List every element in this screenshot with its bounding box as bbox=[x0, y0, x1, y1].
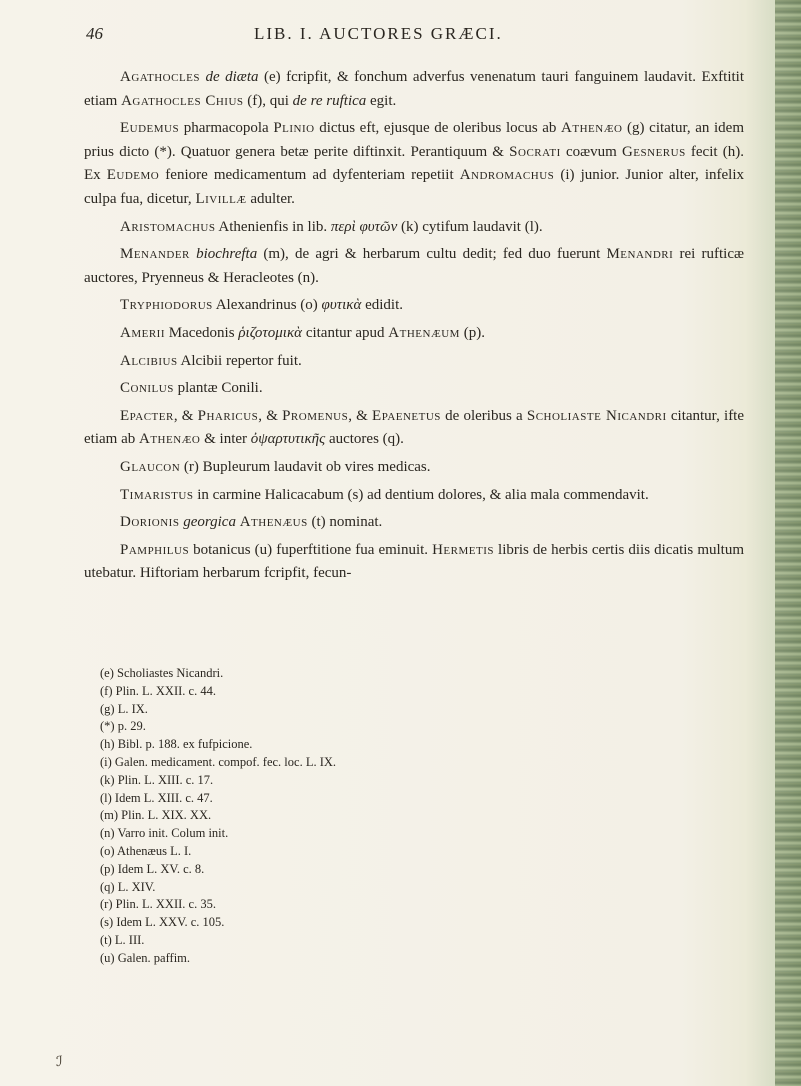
text-run: (i) junior. Junior alter, infelix culpa fua, dicetur, bbox=[84, 167, 744, 207]
author-name: Aristomachus bbox=[120, 218, 216, 235]
text-run: feniore medicamentum ad dyfenteriam repetiit bbox=[159, 167, 460, 184]
text-run: auctores (q). bbox=[325, 431, 404, 448]
text-run: Alcibii repertor fuit. bbox=[177, 352, 302, 369]
author-name: Eudemo bbox=[106, 167, 160, 184]
text-run: fecit (h). Ex bbox=[84, 143, 744, 184]
footnote: (*) p. 29. bbox=[100, 719, 146, 734]
page-header bbox=[74, 24, 734, 54]
text-run: edidit. bbox=[361, 297, 403, 314]
footnote: (f) Plin. L. XXII. c. 44. bbox=[100, 683, 216, 698]
paragraph bbox=[84, 511, 744, 535]
text-run: (g) citatur, an idem prius dicto (*). Quatuor genera betæ perite diftinxit. Perantiquum & bbox=[84, 120, 744, 160]
running-head: LIB. I. AUCTORES GRÆCI. bbox=[254, 24, 503, 43]
author-name: Agathocles bbox=[120, 69, 201, 85]
title-text: φυτικὰ bbox=[321, 297, 362, 314]
title-text: de re ruftica bbox=[292, 92, 367, 109]
footnote: (i) Galen. medicament. compof. fec. loc. L. IX. bbox=[100, 754, 337, 769]
footnote: (t) L. III. bbox=[100, 932, 145, 947]
paragraph bbox=[84, 322, 744, 346]
footnote: (m) Plin. L. XIX. XX. bbox=[100, 808, 212, 823]
paragraph bbox=[84, 66, 744, 113]
text-run: in carmine Halicacabum (s) ad dentium dolores, & alia mala commendavit. bbox=[193, 486, 649, 503]
footnote: (p) Idem L. XV. c. 8. bbox=[100, 861, 205, 876]
text-run: citantur apud bbox=[302, 324, 389, 341]
page-number: 46 bbox=[86, 24, 103, 43]
text-run: (m), de agri & herbarum cultu dedit; fed duo fuerunt bbox=[257, 246, 607, 263]
footnote: (o) Athenæus L. I. bbox=[100, 843, 192, 858]
text-run: (p). bbox=[459, 324, 485, 341]
author-name: Athenæus bbox=[239, 514, 308, 531]
text-run: , & bbox=[173, 407, 198, 424]
author-name: Hermetis bbox=[432, 541, 494, 558]
body-text bbox=[84, 66, 744, 590]
footnote: (r) Plin. L. XXII. c. 35. bbox=[100, 897, 216, 912]
author-name: Livillæ bbox=[195, 190, 247, 207]
author-name: Timaristus bbox=[120, 486, 194, 503]
author-name: Glaucon bbox=[120, 458, 181, 475]
text-run: citantur, ifte etiam ab bbox=[84, 407, 745, 448]
title-text: de diæta bbox=[205, 69, 259, 85]
author-name: Pamphilus bbox=[120, 541, 190, 558]
author-name: Andromachus bbox=[459, 167, 555, 184]
footnote: (l) Idem L. XIII. c. 47. bbox=[100, 790, 213, 805]
author-name: Pharicus bbox=[197, 407, 259, 424]
author-name: Epaenetus bbox=[372, 407, 441, 424]
paragraph bbox=[84, 539, 744, 586]
author-name: Tryphiodorus bbox=[120, 297, 213, 314]
text-run: (r) Bupleurum laudavit ob vires medicas. bbox=[180, 458, 431, 475]
text-run: dictus eft, ejusque de oleribus locus ab bbox=[314, 120, 562, 137]
text-run: (k) cytifum laudavit (l). bbox=[397, 218, 543, 235]
text-run: (t) nominat. bbox=[307, 514, 383, 531]
author-name: Epacter bbox=[120, 407, 174, 424]
author-name: Promenus bbox=[282, 407, 349, 424]
author-name: Socrati bbox=[509, 143, 561, 160]
title-text: ῥιζοτομικὰ bbox=[238, 324, 303, 341]
author-name: Dorionis bbox=[120, 514, 180, 531]
footnote: (e) Scholiastes Nicandri. bbox=[100, 666, 224, 680]
text-run: rei rufticæ auctores, Pryenneus & Heracleotes (n). bbox=[84, 246, 745, 286]
paragraph bbox=[84, 216, 744, 240]
author-name: Athenæo bbox=[138, 431, 201, 448]
author-name: Alcibius bbox=[120, 352, 178, 369]
page-edge bbox=[775, 0, 801, 1086]
paragraph bbox=[84, 456, 744, 480]
text-run: egit. bbox=[366, 92, 397, 109]
author-name: Eudemus bbox=[120, 120, 180, 137]
text-run: (e) fcripfit, & fonchum adverfus venenatum tauri fanguinem laudavit. Exftitit etiam bbox=[84, 69, 744, 109]
text-run: Macedonis bbox=[165, 324, 239, 341]
text-run: plantæ Conili. bbox=[173, 380, 263, 397]
text-run: botanicus (u) fuperftitione fua eminuit. bbox=[189, 541, 433, 558]
author-name: Gesnerus bbox=[621, 143, 686, 160]
paragraph bbox=[84, 294, 744, 318]
paragraph bbox=[84, 484, 744, 508]
text-run: Athenienfis in lib. bbox=[215, 218, 331, 235]
text-run: (f), qui bbox=[243, 92, 293, 109]
author-name: Conilus bbox=[120, 380, 174, 397]
title-text: περὶ φυτῶν bbox=[330, 218, 398, 235]
text-run: pharmacopola bbox=[179, 120, 274, 137]
paragraph bbox=[84, 377, 744, 401]
author-name: Menander bbox=[120, 246, 190, 263]
title-text: ὀψαρτυτικῆς bbox=[250, 431, 326, 448]
footnotes bbox=[100, 665, 520, 968]
text-run: de oleribus a bbox=[440, 407, 527, 424]
author-name: Agathocles Chius bbox=[121, 92, 244, 109]
text-run: & inter bbox=[200, 431, 251, 448]
text-run: libris de herbis certis diis dicatis multum utebatur. Hiftoriam herbarum fcripfit, fecun- bbox=[84, 541, 744, 582]
text-run: adulter. bbox=[246, 190, 295, 207]
footnote: (g) L. IX. bbox=[100, 701, 148, 716]
ink-mark-icon: ℐ bbox=[56, 1055, 63, 1070]
text-run: , & bbox=[258, 407, 283, 424]
text-run: coævum bbox=[560, 143, 622, 160]
footnote: (q) L. XIV. bbox=[100, 879, 156, 894]
paragraph bbox=[84, 350, 744, 374]
title-text: biochrefta bbox=[196, 246, 258, 263]
paragraph bbox=[84, 117, 744, 211]
title-text: georgica bbox=[183, 514, 236, 531]
author-name: Plinio bbox=[273, 120, 315, 137]
footnote: (h) Bibl. p. 188. ex fufpicione. bbox=[100, 737, 253, 752]
author-name: Scholiaste Nicandri bbox=[526, 407, 667, 424]
author-name: Amerii bbox=[120, 324, 165, 341]
paragraph bbox=[84, 243, 744, 290]
author-name: Menandri bbox=[606, 246, 674, 263]
footnote: (n) Varro init. Colum init. bbox=[100, 826, 229, 841]
author-name: Athenæum bbox=[388, 324, 460, 341]
author-name: Athenæo bbox=[561, 120, 623, 137]
paragraph bbox=[84, 405, 744, 452]
footnote: (s) Idem L. XXV. c. 105. bbox=[100, 915, 225, 930]
text-run: , & bbox=[348, 407, 373, 424]
text-run: Alexandrinus (o) bbox=[212, 297, 322, 314]
footnote: (k) Plin. L. XIII. c. 17. bbox=[100, 772, 214, 787]
footnote: (u) Galen. paffim. bbox=[100, 950, 191, 965]
